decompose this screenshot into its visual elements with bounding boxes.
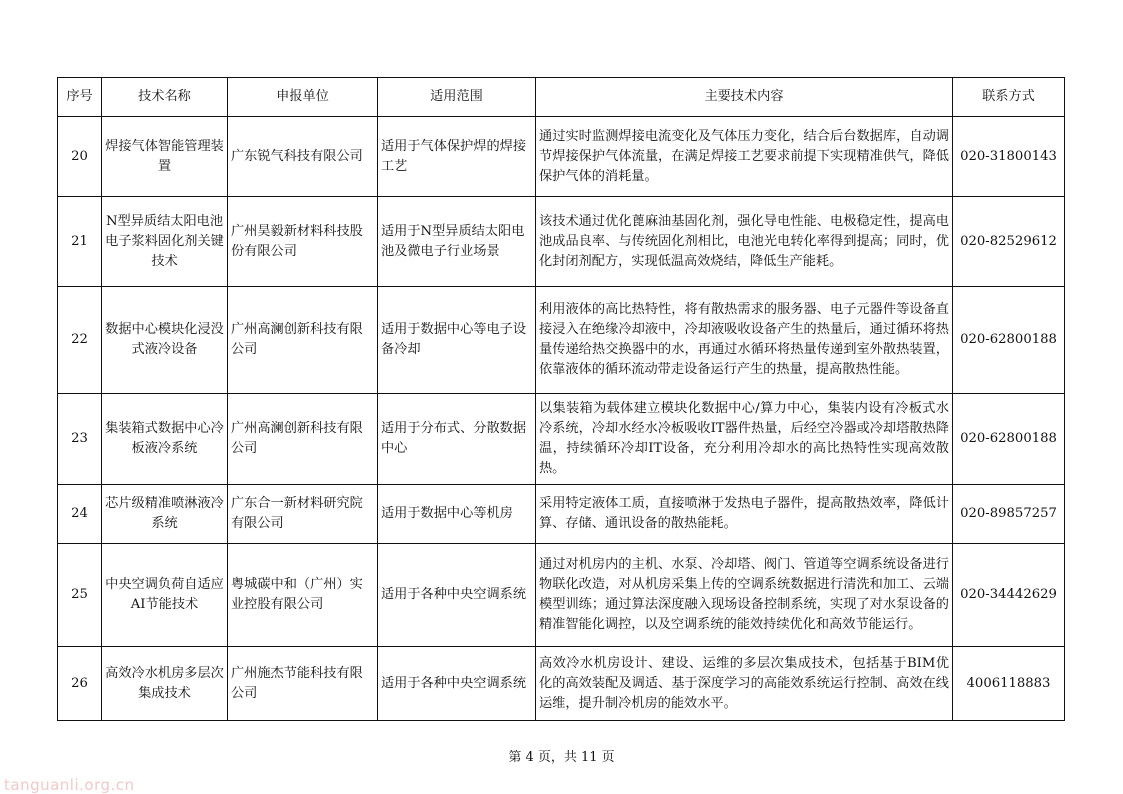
row-number: 21 bbox=[58, 197, 102, 287]
scope: 适用于分布式、分散数据中心 bbox=[378, 394, 536, 485]
tech-content: 以集装箱为载体建立模块化数据中心/算力中心，集装内设有冷板式水冷系统，冷却水经水冷板吸收IT器件热量，后经空冷器或冷却塔散热降温，持续循环冷却IT设备，充分利用冷却水的高比热特性实现高效散热。 bbox=[536, 394, 953, 485]
technology-table bbox=[57, 77, 1065, 721]
row-number: 22 bbox=[58, 287, 102, 394]
row-number: 25 bbox=[58, 544, 102, 647]
scope: 适用于各种中央空调系统 bbox=[378, 544, 536, 647]
contact: 4006118883 bbox=[953, 647, 1065, 721]
scope: 适用于N型异质结太阳电池及微电子行业场景 bbox=[378, 197, 536, 287]
tech-content: 通过对机房内的主机、水泵、冷却塔、阀门、管道等空调系统设备进行物联化改造，对从机房采集上传的空调系统数据进行清洗和加工、云端模型训练；通过算法深度融入现场设备控制系统，实现了对水泵设备的精准智能化调控，以及空调系统的能效持续优化和高效节能运行。 bbox=[536, 544, 953, 647]
row-number: 26 bbox=[58, 647, 102, 721]
table-row bbox=[58, 197, 1065, 287]
tech-name: 焊接气体智能管理装置 bbox=[102, 117, 228, 197]
contact: 020-62800188 bbox=[953, 394, 1065, 485]
org-name: 广东合一新材料研究院有限公司 bbox=[228, 485, 378, 544]
tech-name: 中央空调负荷自适应AI节能技术 bbox=[102, 544, 228, 647]
org-name: 广东锐气科技有限公司 bbox=[228, 117, 378, 197]
table-row bbox=[58, 647, 1065, 721]
table-row bbox=[58, 485, 1065, 544]
scope: 适用于各种中央空调系统 bbox=[378, 647, 536, 721]
row-number: 23 bbox=[58, 394, 102, 485]
tech-name: 集装箱式数据中心冷板液冷系统 bbox=[102, 394, 228, 485]
tech-content: 利用液体的高比热特性，将有散热需求的服务器、电子元器件等设备直接浸入在绝缘冷却液中，冷却液吸收设备产生的热量后，通过循环将热量传递给热交换器中的水，再通过水循环将热量传递到室外散热装置，依靠液体的循环流动带走设备运行产生的热量，提高散热性能。 bbox=[536, 287, 953, 394]
org-name: 广州高澜创新科技有限公司 bbox=[228, 287, 378, 394]
org-name: 广州高澜创新科技有限公司 bbox=[228, 394, 378, 485]
watermark: tanguanli.org.cn bbox=[4, 776, 135, 794]
header-row bbox=[58, 78, 1065, 117]
header-scope: 适用范围 bbox=[378, 78, 536, 117]
header-content: 主要技术内容 bbox=[536, 78, 953, 117]
table-row bbox=[58, 117, 1065, 197]
table-row bbox=[58, 394, 1065, 485]
org-name: 广州昊毅新材料科技股份有限公司 bbox=[228, 197, 378, 287]
table-row bbox=[58, 287, 1065, 394]
org-name: 广州施杰节能科技有限公司 bbox=[228, 647, 378, 721]
tech-content: 该技术通过优化蓖麻油基固化剂，强化导电性能、电极稳定性，提高电池成品良率、与传统固化剂相比，电池光电转化率得到提高；同时，优化封闭剂配方，实现低温高效烧结，降低生产能耗。 bbox=[536, 197, 953, 287]
scope: 适用于数据中心等机房 bbox=[378, 485, 536, 544]
tech-content: 高效冷水机房设计、建设、运维的多层次集成技术，包括基于BIM优化的高效装配及调适、基于深度学习的高能效系统运行控制、高效在线运维，提升制冷机房的能效水平。 bbox=[536, 647, 953, 721]
header-no: 序号 bbox=[58, 78, 102, 117]
row-number: 20 bbox=[58, 117, 102, 197]
tech-name: 数据中心模块化浸没式液冷设备 bbox=[102, 287, 228, 394]
tech-name: 高效冷水机房多层次集成技术 bbox=[102, 647, 228, 721]
contact: 020-62800188 bbox=[953, 287, 1065, 394]
scope: 适用于气体保护焊的焊接工艺 bbox=[378, 117, 536, 197]
tech-name: 芯片级精准喷淋液冷系统 bbox=[102, 485, 228, 544]
org-name: 粤城碳中和（广州）实业控股有限公司 bbox=[228, 544, 378, 647]
contact: 020-34442629 bbox=[953, 544, 1065, 647]
header-tech-name: 技术名称 bbox=[102, 78, 228, 117]
tech-content: 采用特定液体工质，直接喷淋于发热电子器件，提高散热效率，降低计算、存储、通讯设备的散热能耗。 bbox=[536, 485, 953, 544]
tech-name: N型异质结太阳电池电子浆料固化剂关键技术 bbox=[102, 197, 228, 287]
scope: 适用于数据中心等电子设备冷却 bbox=[378, 287, 536, 394]
contact: 020-82529612 bbox=[953, 197, 1065, 287]
page-footer: 第 4 页，共 11 页 bbox=[508, 750, 615, 765]
header-contact: 联系方式 bbox=[953, 78, 1065, 117]
contact: 020-31800143 bbox=[953, 117, 1065, 197]
row-number: 24 bbox=[58, 485, 102, 544]
header-org: 申报单位 bbox=[228, 78, 378, 117]
contact: 020-89857257 bbox=[953, 485, 1065, 544]
table-row bbox=[58, 544, 1065, 647]
tech-content: 通过实时监测焊接电流变化及气体压力变化，结合后台数据库，自动调节焊接保护气体流量，在满足焊接工艺要求前提下实现精准供气，降低保护气体的消耗量。 bbox=[536, 117, 953, 197]
